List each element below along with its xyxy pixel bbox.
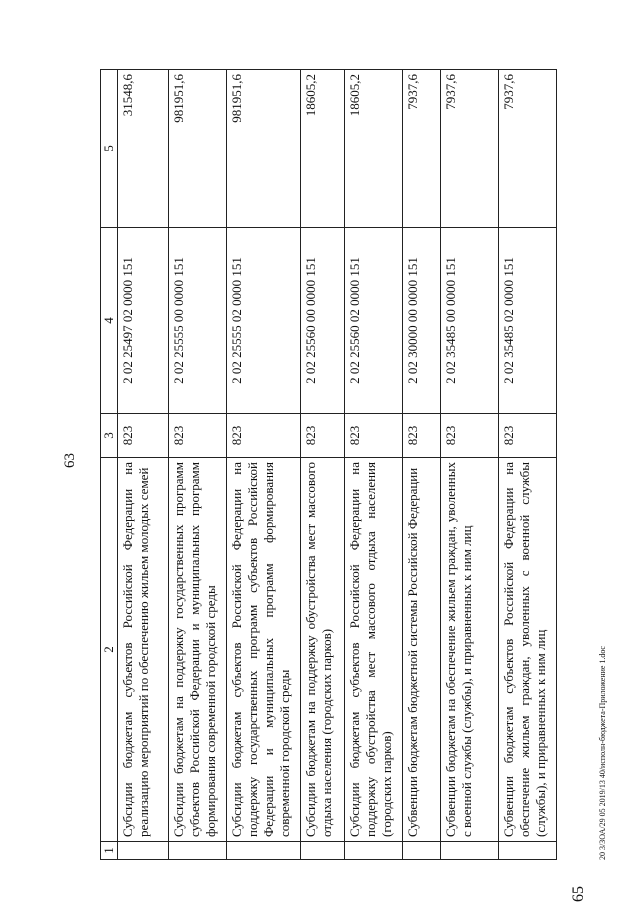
row-amount: 7937,6 — [499, 70, 557, 228]
row-index-cell — [227, 842, 301, 860]
row-description: Субсидии бюджетам субъектов Российской Федерации на поддержку государственных программ субъектов Российской Федерации и муниципальных программ формирования современной городской среды — [227, 458, 301, 842]
budget-table — [100, 69, 557, 860]
row-budget-code: 2 02 25555 00 0000 151 — [169, 228, 227, 414]
row-admin-code: 823 — [499, 414, 557, 458]
row-amount: 31548,6 — [118, 70, 169, 228]
header-col-5: 5 — [101, 70, 118, 228]
row-index-cell — [499, 842, 557, 860]
row-index-cell — [169, 842, 227, 860]
row-amount: 7937,6 — [403, 70, 441, 228]
row-admin-code: 823 — [227, 414, 301, 458]
header-col-1: 1 — [101, 842, 118, 860]
row-description: Субсидии бюджетам на поддержку государственных программ субъектов Российской Федерации и муниципальных программ формирования современной городской среды — [169, 458, 227, 842]
row-budget-code: 2 02 30000 00 0000 151 — [403, 228, 441, 414]
row-admin-code: 823 — [403, 414, 441, 458]
row-budget-code: 2 02 25560 00 0000 151 — [301, 228, 345, 414]
row-description: Субсидии бюджетам субъектов Российской Федерации на поддержку обустройства мест массового отдыха населения (городских парков) — [345, 458, 403, 842]
row-amount: 18605,2 — [301, 70, 345, 228]
row-admin-code: 823 — [441, 414, 499, 458]
table-row — [118, 70, 169, 860]
table-row — [345, 70, 403, 860]
row-admin-code: 823 — [301, 414, 345, 458]
row-admin-code: 823 — [118, 414, 169, 458]
row-description: Субвенции бюджетам на обеспечение жильем граждан, уволенных с военной службы (службы), и приравненных к ним лиц — [441, 458, 499, 842]
table-row — [403, 70, 441, 860]
header-col-3: 3 — [101, 414, 118, 458]
row-budget-code: 2 02 35485 02 0000 151 — [499, 228, 557, 414]
file-path-footer: 20 3/ЗОА/29 05 2019/13 40/исполн-бюджета-Приложение 1.doc — [598, 646, 607, 860]
side-page-number: 65 — [570, 886, 587, 902]
table-row — [441, 70, 499, 860]
row-amount: 981951,6 — [169, 70, 227, 228]
row-budget-code: 2 02 25555 02 0000 151 — [227, 228, 301, 414]
row-description: Субсидии бюджетам субъектов Российской Федерации на реализацию мероприятий по обеспечению жильем молодых семей — [118, 458, 169, 842]
table-row — [499, 70, 557, 860]
row-budget-code: 2 02 25497 02 0000 151 — [118, 228, 169, 414]
header-row — [101, 70, 118, 860]
row-index-cell — [301, 842, 345, 860]
page-number: 63 — [62, 453, 78, 468]
row-description: Субсидии бюджетам на поддержку обустройства мест массового отдыха населения (городских парков) — [301, 458, 345, 842]
row-budget-code: 2 02 35485 00 0000 151 — [441, 228, 499, 414]
header-col-4: 4 — [101, 228, 118, 414]
row-admin-code: 823 — [345, 414, 403, 458]
row-amount: 18605,2 — [345, 70, 403, 228]
row-index-cell — [345, 842, 403, 860]
row-description: Субвенции бюджетам бюджетной системы Российской Федерации — [403, 458, 441, 842]
row-index-cell — [441, 842, 499, 860]
row-admin-code: 823 — [169, 414, 227, 458]
table-row — [227, 70, 301, 860]
row-description: Субвенции бюджетам субъектов Российской Федерации на обеспечение жильем граждан, уволенных с военной службы (службы), и приравненных к ним лиц — [499, 458, 557, 842]
rotated-page — [42, 60, 607, 902]
row-budget-code: 2 02 25560 02 0000 151 — [345, 228, 403, 414]
row-index-cell — [118, 842, 169, 860]
row-amount: 7937,6 — [441, 70, 499, 228]
table-row — [301, 70, 345, 860]
table-row — [169, 70, 227, 860]
header-col-2: 2 — [101, 458, 118, 842]
row-index-cell — [403, 842, 441, 860]
row-amount: 981951,6 — [227, 70, 301, 228]
